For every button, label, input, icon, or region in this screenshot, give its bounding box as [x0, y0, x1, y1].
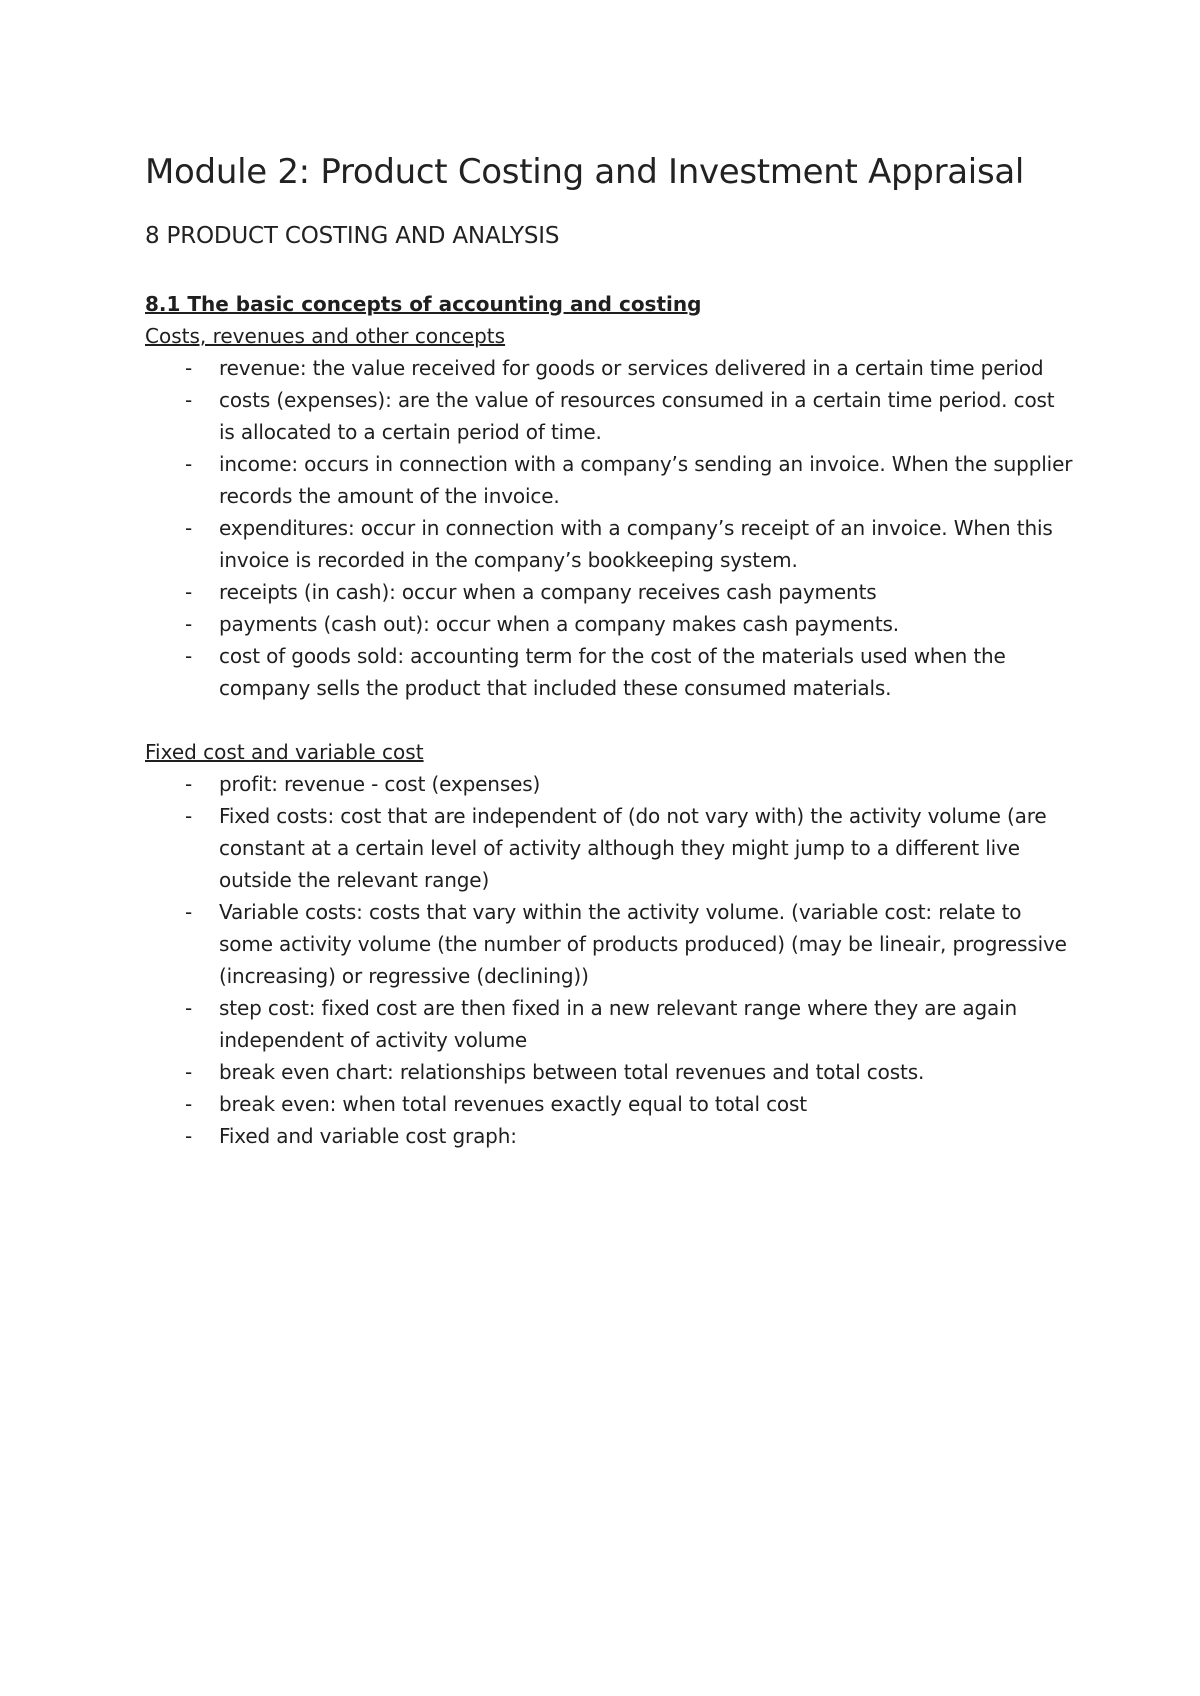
list-item — [145, 352, 1075, 384]
list-item-text: break even chart: relationships between total revenues and total costs. — [219, 1060, 925, 1084]
list-item-text: Variable costs: costs that vary within the activity volume. (variable cost: relate to some activity volume (the number of products produced) (may be lineair, progressive (increasing) or regressive (declining)) — [219, 900, 1067, 988]
list-item-text: profit: revenue - cost (expenses) — [219, 772, 541, 796]
list-item-text: income: occurs in connection with a company’s sending an invoice. When the supplier records the amount of the invoice. — [219, 452, 1073, 508]
dash-bullet: - — [185, 644, 193, 668]
dash-bullet: - — [185, 900, 193, 924]
section-heading: 8.1 The basic concepts of accounting and costing — [145, 292, 702, 316]
list-item-text: expenditures: occur in connection with a company’s receipt of an invoice. When this invoice is recorded in the company’s bookkeeping system. — [219, 516, 1053, 572]
chapter-heading: 8 PRODUCT COSTING AND ANALYSIS — [145, 223, 560, 249]
dash-bullet: - — [185, 1060, 193, 1084]
list-item — [145, 768, 1075, 800]
list-item-text: break even: when total revenues exactly equal to total cost — [219, 1092, 807, 1116]
list-item — [145, 384, 1075, 448]
subsection-heading-costs-revenues: Costs, revenues and other concepts — [145, 324, 506, 348]
list-item — [145, 1056, 1075, 1088]
list-item — [145, 512, 1075, 576]
fixed-variable-list — [145, 768, 1075, 1152]
dash-bullet: - — [185, 516, 193, 540]
subsection-heading-fixed-variable: Fixed cost and variable cost — [145, 740, 424, 764]
list-item-text: costs (expenses): are the value of resources consumed in a certain time period. cost is allocated to a certain period of time. — [219, 388, 1055, 444]
costs-revenues-list — [145, 352, 1075, 704]
list-item-text: receipts (in cash): occur when a company receives cash payments — [219, 580, 877, 604]
dash-bullet: - — [185, 772, 193, 796]
dash-bullet: - — [185, 452, 193, 476]
list-item-text: cost of goods sold: accounting term for the cost of the materials used when the company sells the product that included these consumed materials. — [219, 644, 1006, 700]
dash-bullet: - — [185, 612, 193, 636]
list-item — [145, 640, 1075, 704]
list-item — [145, 896, 1075, 992]
dash-bullet: - — [185, 1092, 193, 1116]
dash-bullet: - — [185, 580, 193, 604]
list-item-text: payments (cash out): occur when a company makes cash payments. — [219, 612, 899, 636]
list-item — [145, 992, 1075, 1056]
dash-bullet: - — [185, 804, 193, 828]
list-item — [145, 448, 1075, 512]
list-item-text: Fixed costs: cost that are independent of (do not vary with) the activity volume (are constant at a certain level of activity although they might jump to a different live outside the relevant range) — [219, 804, 1047, 892]
list-item — [145, 608, 1075, 640]
list-item-text: Fixed and variable cost graph: — [219, 1124, 517, 1148]
list-item — [145, 576, 1075, 608]
list-item — [145, 800, 1075, 896]
list-item-text: step cost: fixed cost are then fixed in a new relevant range where they are again independent of activity volume — [219, 996, 1018, 1052]
dash-bullet: - — [185, 388, 193, 412]
dash-bullet: - — [185, 996, 193, 1020]
dash-bullet: - — [185, 1124, 193, 1148]
list-item — [145, 1088, 1075, 1120]
list-item — [145, 1120, 1075, 1152]
document-content — [145, 150, 1075, 1152]
page-title: Module 2: Product Costing and Investment Appraisal — [145, 152, 1025, 192]
list-item-text: revenue: the value received for goods or services delivered in a certain time period — [219, 356, 1044, 380]
dash-bullet: - — [185, 356, 193, 380]
